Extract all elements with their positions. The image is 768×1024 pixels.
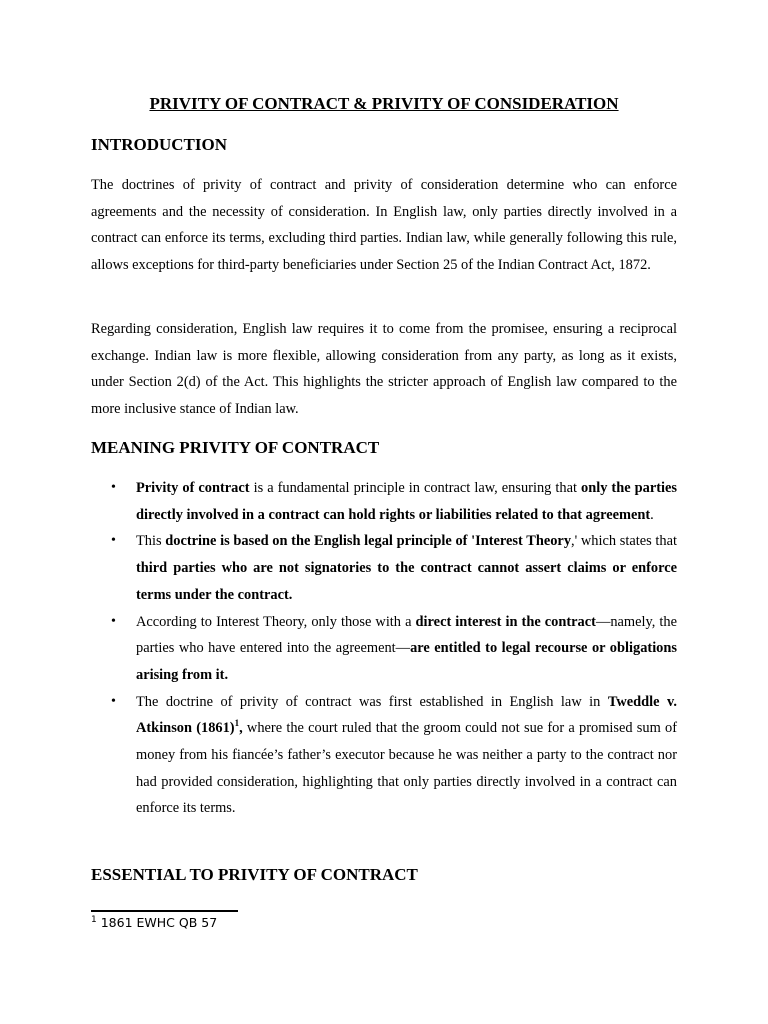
case-citation: Tweddle v. Atkinson (1861) <box>136 693 677 737</box>
bullet-text: ,' which states that <box>571 533 678 550</box>
bullet-text-bold: direct interest in the contract <box>415 613 596 630</box>
introduction-paragraph-2: Regarding consideration, English law requires it to come from the promisee, ensuring a reciprocal exchange. Indian law is more flexible, allowing consideration from any party, as long as it exists, under Section 2(d) of the Act. This highlights the stricter approach of English law compared to the more inclusive stance of Indian law. <box>91 321 677 418</box>
bullet-item <box>111 689 678 823</box>
bullet-dot-icon: • <box>111 533 116 549</box>
meaning-heading: MEANING PRIVITY OF CONTRACT <box>91 438 380 457</box>
bullet-item <box>111 475 677 528</box>
bullet-text: is a fundamental principle in contract law, ensuring that <box>249 480 581 496</box>
bullet-text-bold: only the parties directly involved in a contract can hold rights or liabilities related to that agreement <box>136 480 677 523</box>
bullet-dot-icon: • <box>111 480 116 495</box>
bullet-text: . <box>650 506 654 523</box>
introduction-paragraph-1: The doctrines of privity of contract and privity of consideration determine who can enforce agreements and the necessity of consideration. In English law, only parties directly involved in a contract can enforce its terms, excluding third parties. Indian law, while generally following this rule, allows exceptions for third-party beneficiaries under Section 25 of the Indian Contract Act, 1872. <box>91 177 677 274</box>
bullet-text-bold: are entitled to legal recourse or obligations arising from it. <box>136 640 677 683</box>
footnote <box>91 914 217 932</box>
bullet-text: —namely, the parties who have entered into the agreement— <box>136 613 677 657</box>
bullet-text-bold: doctrine is based on the English legal principle of 'Interest Theory <box>165 533 572 550</box>
footnote-separator <box>91 910 238 912</box>
introduction-heading: INTRODUCTION <box>91 135 228 154</box>
bullet-text: According to Interest Theory, only those with a <box>136 613 416 630</box>
bullet-item <box>111 528 678 608</box>
bullet-text-bold: , <box>239 720 243 737</box>
footnote-marker: 1 <box>91 914 97 925</box>
essential-heading: ESSENTIAL TO PRIVITY OF CONTRACT <box>91 865 418 884</box>
bullet-dot-icon: • <box>111 613 116 629</box>
bullet-text: This <box>136 533 166 550</box>
bullet-text-bold: Privity of contract <box>136 480 250 496</box>
document-title: PRIVITY OF CONTRACT & PRIVITY OF CONSIDERATION <box>149 94 619 113</box>
meaning-bullet-list <box>0 475 768 822</box>
footnote-reference[interactable]: 1 <box>234 718 240 729</box>
bullet-text: The doctrine of privity of contract was first established in English law in <box>136 693 608 710</box>
bullet-text-bold: third parties who are not signatories to the contract cannot assert claims or enforce terms under the contract. <box>136 560 677 603</box>
footnote-text: 1861 EWHC QB 57 <box>96 915 218 930</box>
bullet-item <box>111 609 677 689</box>
bullet-text: where the court ruled that the groom could not sue for a promised sum of money from his fiancée’s father’s executor because he was neither a party to the contract nor had provided consideration, highlighting that only parties directly involved in a contract can enforce its terms. <box>136 720 678 817</box>
bullet-dot-icon: • <box>111 693 116 709</box>
